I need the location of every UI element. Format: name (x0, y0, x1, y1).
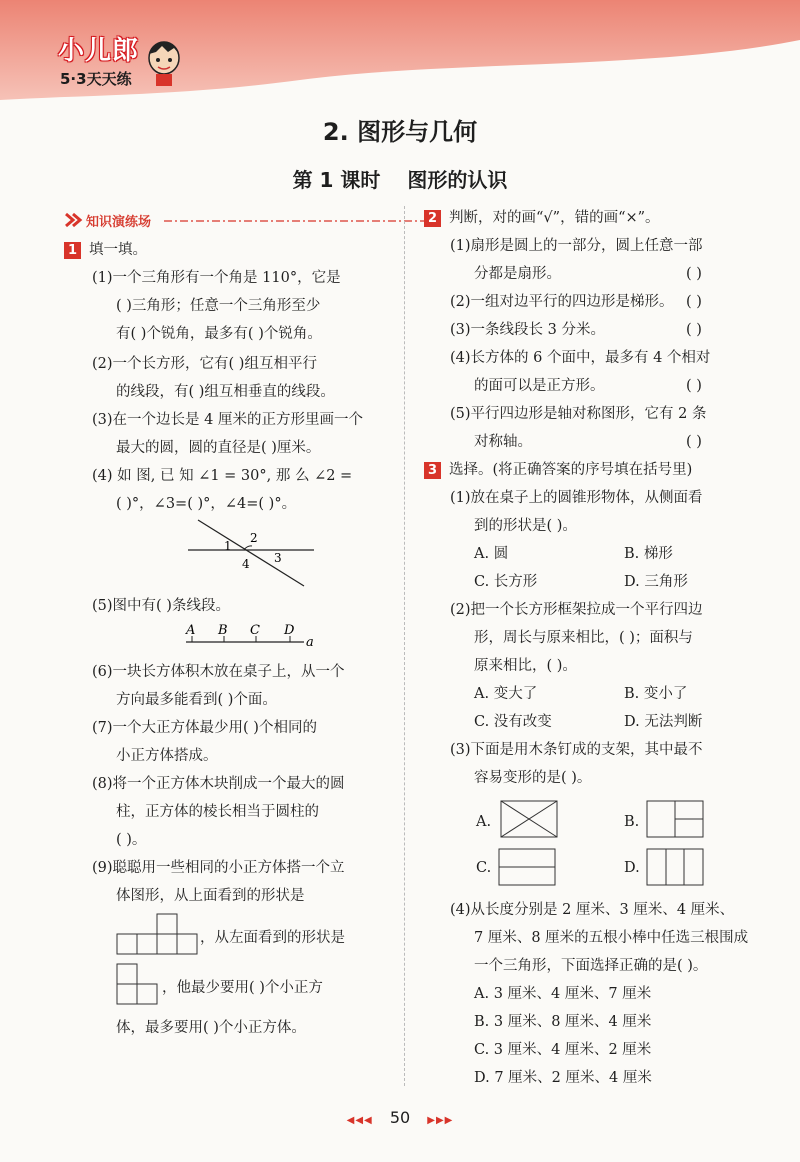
q1-line: (9)聪聪用一些相同的小正方体搭一个立 (92, 860, 345, 876)
answer-paren[interactable]: ( ) (686, 294, 702, 310)
choice-option: A. 3 厘米、4 厘米、7 厘米 (474, 986, 652, 1002)
page-footer (0, 1108, 800, 1127)
q1-title: 填一填。 (89, 242, 147, 258)
page-title: 2. 图形与几何 (322, 118, 478, 146)
angle-label-2: 2 (250, 531, 258, 545)
q1-line: 最大的圆，圆的直径是( )厘米。 (116, 440, 321, 456)
choice-option: C. 没有改变 (474, 714, 552, 730)
right-arrows-icon: ▶▶▶ (427, 1115, 454, 1126)
q1-line: (7)一个大正方体最少用( )个相同的 (92, 720, 317, 736)
point-label-a: A (186, 623, 196, 638)
angle-label-4: 4 (242, 557, 250, 571)
choice-option: C. (476, 860, 492, 876)
choice-option: B. 变小了 (624, 686, 688, 702)
q3-line: (2)把一个长方形框架拉成一个平行四边 (450, 602, 703, 618)
q3-number: 3 (424, 462, 441, 479)
q2-line: 对称轴。 (474, 434, 532, 450)
q2-line: (2)一组对边平行的四边形是梯形。 (450, 294, 674, 310)
lesson-subtitle (0, 164, 800, 193)
q1-line: 方向最多能看到( )个面。 (116, 692, 277, 708)
choice-option: B. 梯形 (624, 546, 673, 562)
q2-line: (1)扇形是圆上的一部分，圆上任意一部 (450, 238, 703, 254)
angle-label-1: 1 (224, 539, 232, 553)
q3-heading (424, 460, 692, 480)
top-view-figure (116, 912, 198, 956)
q1-line: ( )。 (116, 832, 147, 848)
answer-paren[interactable]: ( ) (686, 322, 702, 338)
choice-option: D. 无法判断 (624, 714, 703, 730)
left-arrows-icon: ◀◀◀ (346, 1115, 373, 1126)
q3-line: 到的形状是( )。 (474, 518, 577, 534)
choice-option: D. (624, 860, 640, 876)
q3-line: 形，周长与原来相比，( )；面积与 (474, 630, 693, 646)
logo-main-text: 小儿郎 (58, 36, 140, 66)
q1-line: ( )°，∠3=( )°，∠4=( )°。 (116, 496, 297, 512)
lesson-topic: 图形的认识 (407, 168, 508, 192)
point-label-b: B (218, 623, 228, 638)
q1-line: 有( )个锐角，最多有( )个锐角。 (116, 326, 322, 342)
point-label-d: D (284, 623, 295, 638)
q1-line: ，他最少要用( )个小正方 (162, 980, 323, 996)
q3-line: (1)放在桌子上的圆锥形物体，从侧面看 (450, 490, 703, 506)
lesson-number: 第 1 课时 (292, 168, 381, 192)
q1-line: (1)一个三角形有一个角是 110°，它是 (92, 270, 341, 286)
choice-option: C. 3 厘米、4 厘米、2 厘米 (474, 1042, 652, 1058)
q3-line: 容易变形的是( )。 (474, 770, 592, 786)
answer-paren[interactable]: ( ) (686, 266, 702, 282)
choice-option: B. 3 厘米、8 厘米、4 厘米 (474, 1014, 652, 1030)
q1-line: (8)将一个正方体木块削成一个最大的圆 (92, 776, 345, 792)
q1-line: 小正方体搭成。 (116, 748, 218, 764)
frame-d-figure (646, 848, 706, 888)
logo-sub-text: 5·3天天练 (60, 70, 132, 88)
q2-line: (3)一条线段长 3 分米。 (450, 322, 605, 338)
section-dashed-rule (164, 217, 444, 225)
q2-heading (424, 208, 660, 228)
choice-option: D. 7 厘米、2 厘米、4 厘米 (474, 1070, 652, 1086)
q1-number: 1 (64, 242, 81, 259)
q1-line: (6)一块长方体积木放在桌子上，从一个 (92, 664, 345, 680)
q2-number: 2 (424, 210, 441, 227)
q1-line: (5)图中有( )条线段。 (92, 598, 230, 614)
frame-a-figure (500, 800, 560, 840)
q1-line: 的线段，有( )组互相垂直的线段。 (116, 384, 335, 400)
choice-option: B. (624, 814, 640, 830)
angle-figure (186, 518, 316, 588)
q2-line: (5)平行四边形是轴对称图形，它有 2 条 (450, 406, 707, 422)
section-arrow-icon (64, 210, 84, 230)
q2-line: (4)长方体的 6 个面中，最多有 4 个相对 (450, 350, 711, 366)
q3-title: 选择。(将正确答案的序号填在括号里) (449, 462, 693, 478)
q3-line: 7 厘米、8 厘米的五根小棒中任选三根围成 (474, 930, 749, 946)
mascot-icon (144, 36, 184, 88)
point-label-c: C (250, 623, 260, 638)
section-label: 知识演练场 (86, 215, 152, 230)
choice-option: C. 长方形 (474, 574, 538, 590)
q1-line: 体，最多要用( )个小正方体。 (116, 1020, 306, 1036)
answer-paren[interactable]: ( ) (686, 434, 702, 450)
line-label-a: a (306, 635, 314, 650)
page-number: 50 (389, 1108, 411, 1127)
q1-line: 体图形，从上面看到的形状是 (116, 888, 305, 904)
q2-line: 分都是扇形。 (474, 266, 561, 282)
answer-paren[interactable]: ( ) (686, 378, 702, 394)
q1-line: 柱，正方体的棱长相当于圆柱的 (116, 804, 319, 820)
angle-label-3: 3 (274, 551, 282, 565)
q2-line: 的面可以是正方形。 (474, 378, 605, 394)
q3-line: (3)下面是用木条钉成的支架，其中最不 (450, 742, 703, 758)
q1-line: ( )三角形；任意一个三角形至少 (116, 298, 321, 314)
q3-line: 一个三角形，下面选择正确的是( )。 (474, 958, 708, 974)
frame-c-figure (498, 848, 558, 888)
choice-option: A. 圆 (474, 546, 509, 562)
q1-heading (64, 240, 147, 260)
q3-line: (4)从长度分别是 2 厘米、3 厘米、4 厘米、 (450, 902, 735, 918)
left-view-figure (116, 962, 160, 1008)
q3-line: 原来相比，( )。 (474, 658, 577, 674)
column-divider (404, 206, 405, 1086)
q1-line: (4) 如 图, 已 知 ∠1 = 30°, 那 么 ∠2 = (92, 468, 353, 484)
frame-b-figure (646, 800, 706, 840)
q1-line: (2)一个长方形，它有( )组互相平行 (92, 356, 317, 372)
choice-option: A. 变大了 (474, 686, 538, 702)
brand-logo (58, 30, 198, 92)
q2-title: 判断，对的画“√”，错的画“×”。 (449, 210, 660, 226)
q1-line: ，从左面看到的形状是 (200, 930, 345, 946)
segment-figure (184, 620, 324, 650)
choice-option: D. 三角形 (624, 574, 688, 590)
choice-option: A. (476, 814, 492, 830)
q1-line: (3)在一个边长是 4 厘米的正方形里画一个 (92, 412, 363, 428)
